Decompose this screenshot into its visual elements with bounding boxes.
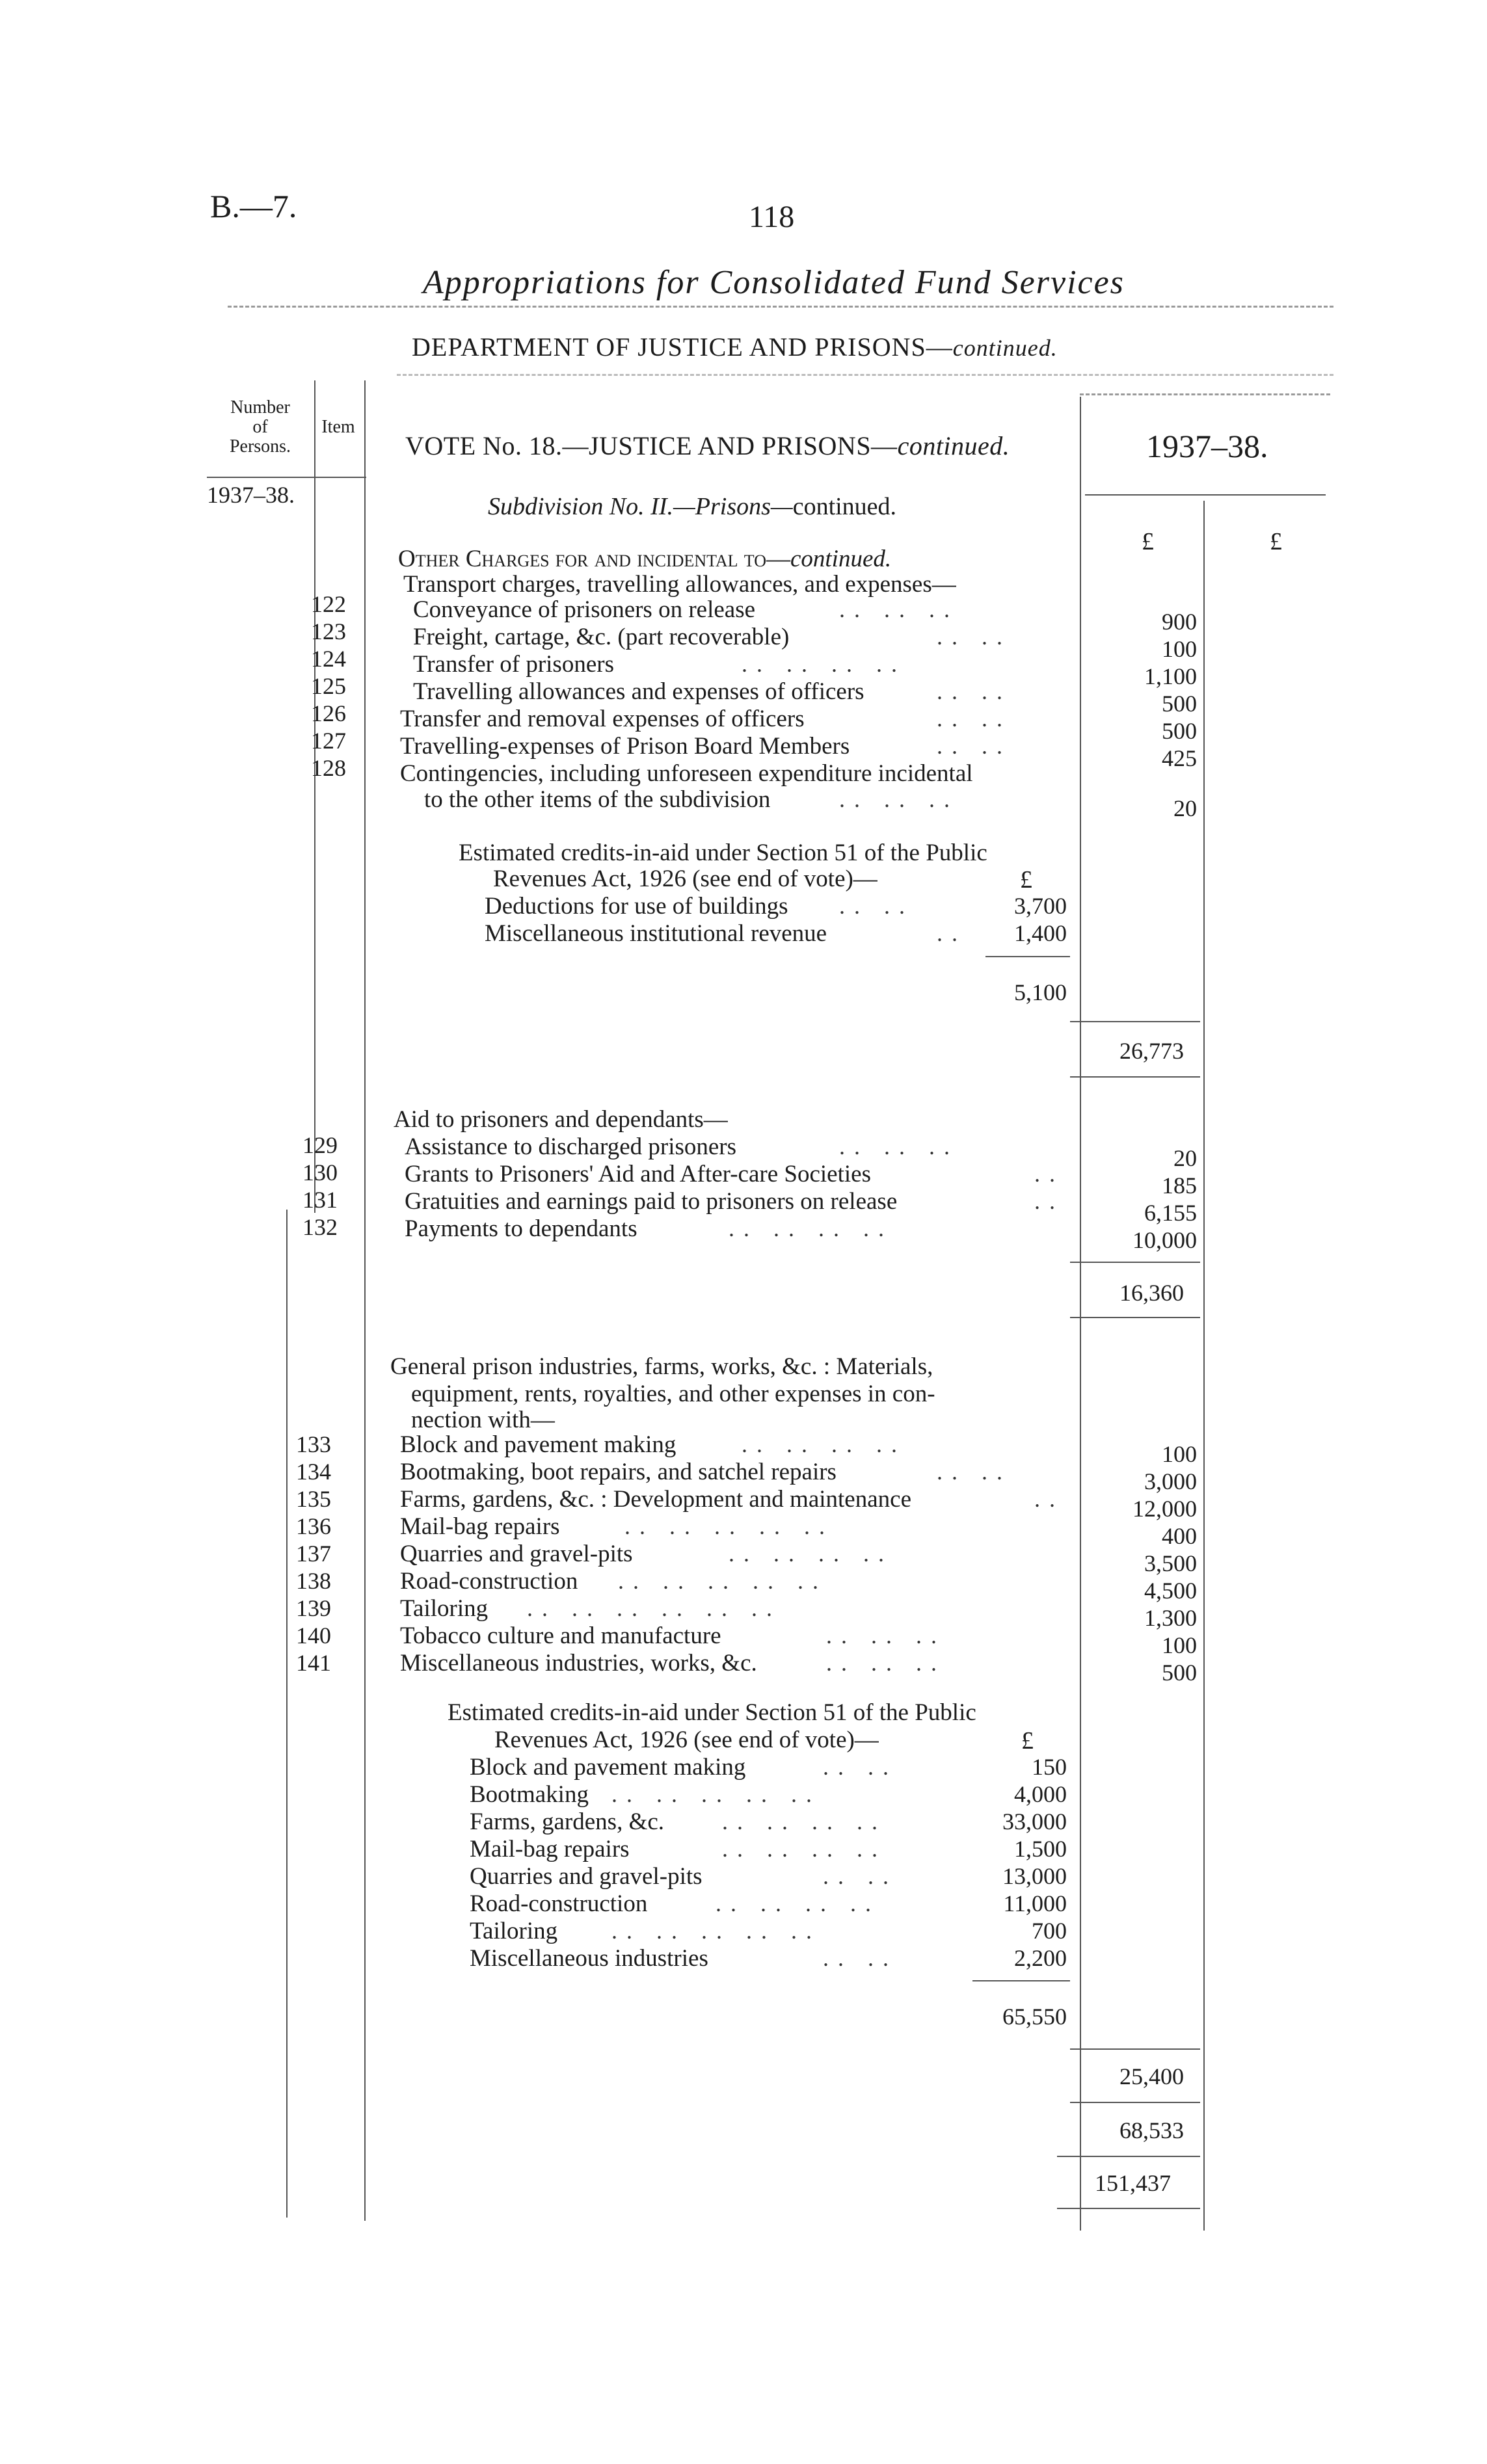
leader-dots: .. ..: [937, 733, 1011, 759]
item-description: Mail-bag repairs: [400, 1513, 560, 1540]
total-rule-bottom: [1057, 2208, 1200, 2209]
year-right-label: 1937–38.: [1146, 428, 1268, 464]
item-header: Item: [321, 417, 355, 437]
credit-description: Block and pavement making: [470, 1754, 746, 1781]
item-number: 139: [296, 1595, 331, 1621]
credits-total-rule: [985, 956, 1070, 957]
leader-dots: .. .. .. .. ..: [618, 1568, 827, 1594]
credits-pound-sign: £: [1020, 866, 1032, 894]
credit-amount: 2,200: [1014, 1945, 1067, 1971]
item-number: 129: [302, 1132, 338, 1158]
credits-total-rule: [972, 1980, 1070, 1981]
leader-dots: .. .. .. .. .. ..: [527, 1595, 781, 1621]
subtotal-rule-top: [1070, 1262, 1200, 1263]
subtotal-rule-top: [1070, 1021, 1200, 1022]
leader-dots: .. ..: [937, 678, 1011, 704]
item-amount: 100: [1162, 1441, 1197, 1467]
item-amount: 20: [1173, 1145, 1197, 1171]
item-description: Freight, cartage, &c. (part recoverable): [413, 624, 790, 650]
item-description: Block and pavement making: [400, 1431, 677, 1458]
item-description: Miscellaneous industries, works, &c.: [400, 1650, 757, 1676]
leader-dots: .. ..: [823, 1754, 898, 1780]
item-number: 141: [296, 1650, 331, 1676]
credit-amount: 150: [1032, 1754, 1067, 1780]
item-amount: 12,000: [1132, 1496, 1197, 1522]
item-number: 133: [296, 1431, 331, 1457]
credit-amount: 3,700: [1014, 893, 1067, 919]
item-amount: 500: [1162, 1660, 1197, 1686]
item-amount: 1,100: [1144, 663, 1197, 689]
leader-dots: .. .. ..: [839, 596, 959, 622]
item-amount: 6,155: [1144, 1200, 1197, 1226]
column-rule-amount-left: [1080, 397, 1081, 2231]
credits-heading-continued: Revenues Act, 1926 (see end of vote)—: [493, 866, 877, 892]
aid-heading: Aid to prisoners and dependants—: [394, 1106, 728, 1133]
item-description: Conveyance of prisoners on release: [413, 596, 756, 623]
subdivision-title: Subdivision No. II.—Prisons—continued.: [488, 493, 897, 520]
item-description: Tailoring: [400, 1595, 489, 1622]
item-number: 130: [302, 1159, 338, 1186]
item-description: Travelling-expenses of Prison Board Members: [400, 733, 850, 760]
leader-dots: ..: [1034, 1188, 1064, 1214]
aid-subtotal: 16,360: [1119, 1280, 1184, 1306]
subtotal-rule-top: [1070, 2048, 1200, 2050]
item-number: 138: [296, 1568, 331, 1594]
item-description: Transfer of prisoners: [413, 651, 614, 678]
item-amount: 500: [1162, 691, 1197, 717]
item-number: 122: [311, 591, 346, 617]
leader-dots: ..: [937, 920, 967, 946]
year-left-label: 1937–38.: [207, 482, 295, 508]
item-description-continued: to the other items of the subdivision: [424, 786, 771, 813]
leader-dots: .. .. .. ..: [722, 1836, 887, 1862]
credits-heading-continued: Revenues Act, 1926 (see end of vote)—: [494, 1727, 879, 1753]
total-rule-top: [1057, 2156, 1200, 2157]
credit-description: Miscellaneous industries: [470, 1945, 708, 1972]
page-title: Appropriations for Consolidated Fund Services: [423, 264, 1125, 301]
transport-heading: Transport charges, travelling allowances, and expenses—: [403, 571, 956, 598]
leader-dots: .. .. .. ..: [722, 1808, 887, 1835]
item-description: Quarries and gravel-pits: [400, 1541, 633, 1567]
credit-description: Deductions for use of buildings: [485, 893, 788, 920]
subtotal-rule-bottom: [1070, 2102, 1200, 2103]
item-number: 123: [311, 618, 346, 644]
leader-dots: .. .. ..: [826, 1650, 946, 1676]
item-amount: 400: [1162, 1523, 1197, 1549]
credit-description: Farms, gardens, &c.: [470, 1808, 665, 1835]
leader-dots: .. .. ..: [839, 1133, 959, 1159]
item-amount: 1,300: [1144, 1605, 1197, 1631]
number-of-persons-header: Number of Persons.: [229, 397, 291, 457]
leader-dots: .. .. .. ..: [716, 1890, 880, 1916]
leader-dots: .. .. .. .. ..: [624, 1513, 834, 1539]
industries-heading-line3: nection with—: [411, 1407, 555, 1433]
item-description: Payments to dependants: [405, 1215, 637, 1242]
leader-dots: .. .. .. .. ..: [611, 1781, 821, 1807]
grand-total: 151,437: [1095, 2170, 1171, 2196]
item-description: Contingencies, including unforeseen expenditure incidental: [400, 760, 973, 787]
leader-dots: .. ..: [937, 706, 1011, 732]
item-amount: 185: [1162, 1172, 1197, 1199]
item-amount: 425: [1162, 745, 1197, 771]
other-charges-total: 68,533: [1119, 2117, 1184, 2143]
leader-dots: .. .. .. ..: [742, 651, 906, 677]
department-rule: [397, 374, 1333, 376]
item-number: 140: [296, 1623, 331, 1649]
credit-description: Miscellaneous institutional revenue: [485, 920, 827, 947]
item-amount: 900: [1162, 609, 1197, 635]
column-rule-item: [364, 380, 366, 2221]
credit-amount: 1,500: [1014, 1836, 1067, 1862]
leader-dots: .. ..: [937, 1459, 1011, 1485]
leader-dots: .. ..: [937, 624, 1011, 650]
credits-heading: Estimated credits-in-aid under Section 51 of the Public: [448, 1699, 976, 1726]
industries-heading-line2: equipment, rents, royalties, and other expenses in con-: [411, 1381, 935, 1407]
credit-description: Quarries and gravel-pits: [470, 1863, 703, 1890]
header-rule-left: [207, 477, 366, 478]
page-number: 118: [749, 200, 795, 234]
item-number: 135: [296, 1486, 331, 1512]
leader-dots: .. .. .. ..: [742, 1431, 906, 1457]
item-amount: 3,000: [1144, 1468, 1197, 1494]
item-number: 137: [296, 1541, 331, 1567]
item-description: Farms, gardens, &c. : Development and maintenance: [400, 1486, 911, 1513]
header-rule-right: [1085, 494, 1326, 496]
item-number: 127: [311, 728, 346, 754]
leader-dots: .. .. .. ..: [729, 1541, 893, 1567]
credits-heading: Estimated credits-in-aid under Section 51 of the Public: [459, 840, 987, 866]
credit-amount: 700: [1032, 1918, 1067, 1944]
item-amount: 10,000: [1132, 1227, 1197, 1253]
credit-description: Bootmaking: [470, 1781, 589, 1808]
document-reference: B.—7.: [210, 188, 297, 224]
item-number: 126: [311, 700, 346, 726]
item-amount: 100: [1162, 1632, 1197, 1658]
other-charges-subtotal: 26,773: [1119, 1038, 1184, 1064]
leader-dots: .. .. ..: [839, 786, 959, 812]
item-amount: 3,500: [1144, 1550, 1197, 1576]
credit-amount: 4,000: [1014, 1781, 1067, 1807]
subtotal-rule-bottom: [1070, 1317, 1200, 1318]
item-number: 136: [296, 1513, 331, 1539]
subtotal-rule-bottom: [1070, 1076, 1200, 1078]
pound-sign-left: £: [1142, 528, 1154, 555]
leader-dots: .. .. ..: [826, 1623, 946, 1649]
credit-description: Road-construction: [470, 1890, 648, 1917]
item-description: Tobacco culture and manufacture: [400, 1623, 721, 1649]
item-amount: 20: [1173, 795, 1197, 821]
title-rule: [228, 306, 1333, 308]
item-number: 132: [302, 1214, 338, 1240]
item-amount: 500: [1162, 718, 1197, 744]
item-number: 131: [302, 1187, 338, 1213]
item-description: Assistance to discharged prisoners: [405, 1133, 737, 1160]
credit-amount: 11,000: [1003, 1890, 1067, 1916]
credits-total: 65,550: [1002, 2004, 1067, 2030]
leader-dots: .. ..: [839, 893, 914, 919]
industries-heading: General prison industries, farms, works, &c. : Materials,: [390, 1353, 933, 1380]
industries-subtotal: 25,400: [1119, 2063, 1184, 2089]
vote-title: VOTE No. 18.—JUSTICE AND PRISONS—continued.: [405, 431, 1010, 460]
credits-total: 5,100: [1014, 979, 1067, 1005]
item-number: 125: [311, 673, 346, 699]
leader-dots: .. ..: [823, 1863, 898, 1889]
item-number: 134: [296, 1459, 331, 1485]
item-amount: 4,500: [1144, 1578, 1197, 1604]
item-number: 124: [311, 646, 346, 672]
item-amount: 100: [1162, 636, 1197, 662]
column-rule-persons: [314, 380, 315, 1213]
leader-dots: ..: [1034, 1161, 1064, 1187]
item-description: Grants to Prisoners' Aid and After-care Societies: [405, 1161, 871, 1187]
item-description: Bootmaking, boot repairs, and satchel repairs: [400, 1459, 837, 1485]
item-description: Road-construction: [400, 1568, 578, 1595]
leader-dots: ..: [1034, 1486, 1064, 1512]
leader-dots: .. .. .. ..: [729, 1215, 893, 1241]
leader-dots: .. ..: [823, 1945, 898, 1971]
item-description: Transfer and removal expenses of officers: [400, 706, 805, 732]
item-number: 128: [311, 755, 346, 781]
item-description: Gratuities and earnings paid to prisoners on release: [405, 1188, 898, 1215]
leader-dots: .. .. .. .. ..: [611, 1918, 821, 1944]
credit-amount: 1,400: [1014, 920, 1067, 946]
department-heading: DEPARTMENT OF JUSTICE AND PRISONS—continued.: [412, 332, 1058, 362]
other-charges-heading: Other Charges for and incidental to—continued.: [398, 546, 892, 572]
item-description: Travelling allowances and expenses of officers: [413, 678, 864, 705]
credit-amount: 33,000: [1002, 1808, 1067, 1835]
credit-description: Tailoring: [470, 1918, 558, 1944]
column-rule-persons-lower: [286, 1210, 288, 2218]
header-rule-top: [1080, 393, 1330, 395]
credit-description: Mail-bag repairs: [470, 1836, 630, 1862]
column-rule-amount-right: [1203, 501, 1205, 2231]
credit-amount: 13,000: [1002, 1863, 1067, 1889]
pound-sign-right: £: [1270, 528, 1282, 555]
credits-pound-sign: £: [1021, 1727, 1034, 1755]
